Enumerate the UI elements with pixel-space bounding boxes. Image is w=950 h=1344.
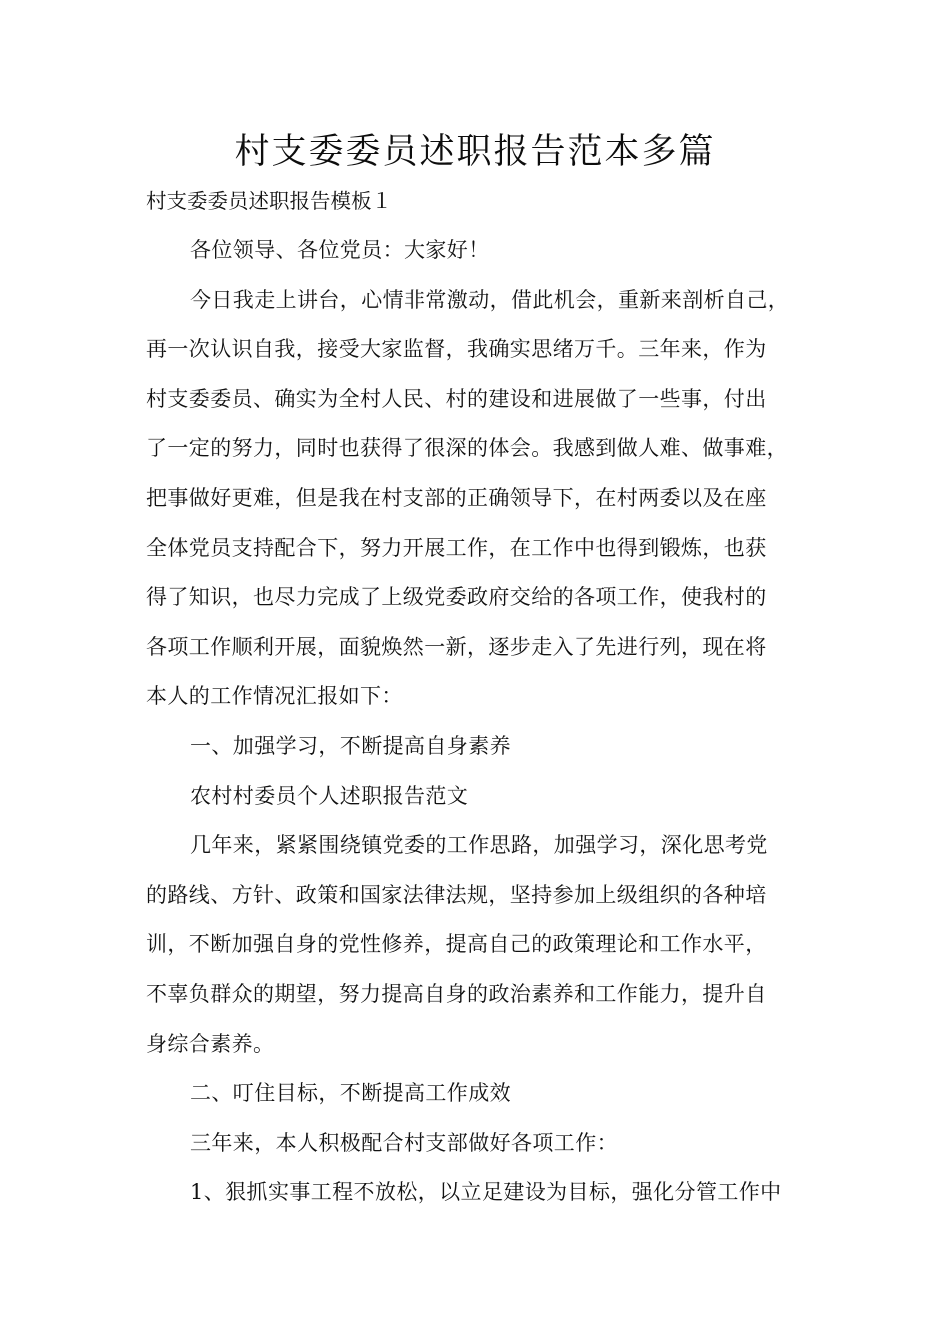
paragraph-study [146, 821, 826, 1069]
text-line: 了一定的努力，同时也获得了很深的体会。我感到做人难、做事难， [146, 436, 788, 461]
text-line: 今日我走上讲台，心情非常激动，借此机会，重新来剖析自己， [190, 287, 790, 312]
list-item-1 [146, 1168, 826, 1218]
document-subtitle: 村支委委员述职报告模板１ [146, 189, 392, 213]
text-line: 不辜负群众的期望，努力提高自身的政治素养和工作能力，提升自 [146, 981, 767, 1006]
text-line: 农村村委员个人述职报告范文 [190, 783, 469, 808]
text-line: 二、叮住目标，不断提高工作成效 [190, 1081, 511, 1106]
section-subheading [146, 772, 826, 822]
text-line: 再一次认识自我，接受大家监督，我确实思绪万千。三年来，作为 [146, 337, 767, 362]
document-body [146, 226, 826, 1218]
text-line: 身综合素养。 [146, 1031, 275, 1056]
text-line: 全体党员支持配合下，努力开展工作，在工作中也得到锻炼，也获 [146, 535, 767, 560]
text-line: 的路线、方针、政策和国家法律法规，坚持参加上级组织的各种培 [146, 882, 767, 907]
text-line: 几年来，紧紧围绕镇党委的工作思路，加强学习，深化思考党 [190, 833, 768, 858]
paragraph-introduction [146, 276, 826, 722]
text-line: 各位领导、各位党员：大家好！ [190, 238, 490, 262]
text-line: 把事做好更难，但是我在村支部的正确领导下，在村两委以及在座 [146, 485, 767, 510]
text-line: 训，不断加强自身的党性修养，提高自己的政策理论和工作水平， [146, 932, 767, 957]
text-line: 各项工作顺利开展，面貌焕然一新，逐步走入了先进行列，现在将 [146, 634, 767, 659]
text-line: 一、加强学习，不断提高自身素养 [190, 733, 511, 758]
section-heading-1 [146, 722, 826, 772]
paragraph-greeting [146, 226, 826, 276]
document-title: 村支委委员述职报告范本多篇 [234, 132, 716, 172]
text-line: 本人的工作情况汇报如下： [146, 684, 403, 709]
text-line: 三年来，本人积极配合村支部做好各项工作： [190, 1130, 618, 1155]
text-line: 1、狠抓实事工程不放松，以立足建设为目标，强化分管工作中 [190, 1180, 782, 1205]
text-line: 得了知识，也尽力完成了上级党委政府交给的各项工作，使我村的 [146, 585, 767, 610]
paragraph-work-summary [146, 1119, 826, 1169]
text-line: 村支委委员、确实为全村人民、村的建设和进展做了一些事，付出 [146, 386, 767, 411]
section-heading-2 [146, 1069, 826, 1119]
